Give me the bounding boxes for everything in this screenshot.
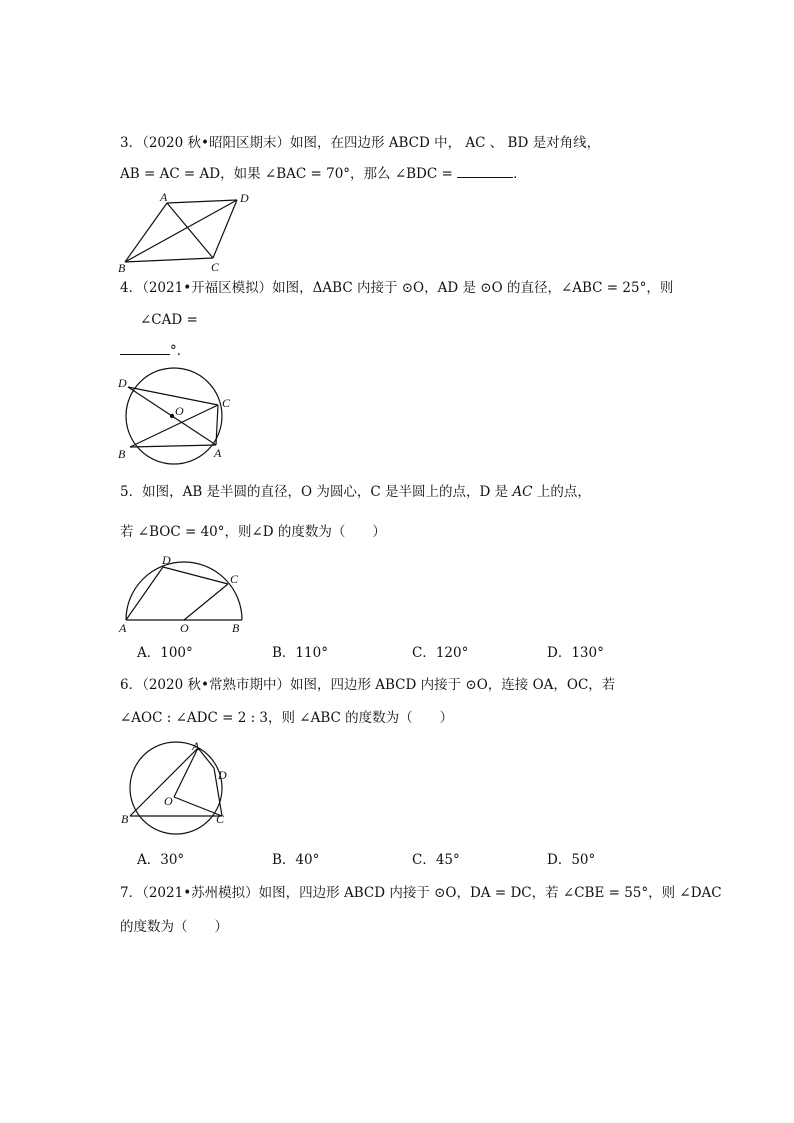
q4-line3-end: °． [170,343,191,359]
q4-label-c: C [222,396,231,410]
q6-label-a: A [192,739,200,753]
q5-line2: 若 ∠BOC = 40°，则∠D 的度数为（ ） [120,524,386,540]
q4-label-d: D [118,376,127,390]
q3-label-b: B [118,261,126,275]
q5-label-c: C [230,572,239,586]
q5-option-a[interactable]: A．100° [137,645,193,661]
q5-label-o: O [180,621,189,635]
q5-line1 [120,482,591,502]
q6-label-d: D [218,768,227,782]
q3-line2-text: AB = AC = AD，如果 ∠BAC = 70°，那么 ∠BDC = [120,166,458,182]
q4-figure [112,367,242,467]
q5-label-d: D [162,553,171,567]
q6-label-o: O [164,794,173,808]
q3-label-d: D [240,191,249,205]
q5-line1-text: 5．如图，AB 是半圆的直径，O 为圆心，C 是半圆上的点，D 是 [120,484,513,500]
q5-option-d[interactable]: D．130° [547,645,604,661]
q7-line1: 7．（2021•苏州模拟）如图，四边形 ABCD 内接于 ⊙O，DA = DC，若 ∠CBE = 55°，则 ∠DAC [120,885,722,901]
q3-label-a: A [160,190,168,204]
q6-option-d[interactable]: D．50° [547,852,596,868]
q5-figure [118,552,248,635]
q4-line2: ∠CAD = [140,312,198,328]
q6-option-c[interactable]: C．45° [412,852,460,868]
q4-label-a: A [214,446,222,460]
q6-option-b[interactable]: B．40° [272,852,320,868]
q3-line2-end: ． [513,166,527,182]
q6-label-c: C [216,812,225,826]
q6-line2: ∠AOC : ∠ADC = 2 : 3，则 ∠ABC 的度数为（ ） [120,710,454,726]
q6-option-a[interactable]: A．30° [137,852,185,868]
q5-option-c[interactable]: C．120° [412,645,469,661]
q3-line2 [120,163,527,184]
q3-label-c: C [211,260,220,274]
q4-line1: 4．（2021•开福区模拟）如图，ΔABC 内接于 ⊙O，AD 是 ⊙O 的直径，∠ABC = 25°，则 [120,280,674,296]
q7-line2: 的度数为（ ） [120,919,228,935]
q4-label-o: O [175,404,184,418]
q6-label-b: B [121,812,129,826]
q5-label-a: A [119,621,127,635]
q4-label-b: B [118,447,126,461]
q4-answer-blank[interactable] [120,340,170,355]
q5-label-b: B [232,621,240,635]
q3-answer-blank[interactable] [457,163,513,178]
q4-line3 [120,340,190,361]
q3-figure [115,190,265,275]
q6-line1: 6．（2020 秋•常熟市期中）如图，四边形 ABCD 内接于 ⊙O，连接 OA，OC，若 [120,677,616,693]
q6-figure [118,740,248,840]
q5-option-b[interactable]: B．110° [272,645,328,661]
q5-arc-label: AC [512,484,533,500]
q3-line1: 3．（2020 秋•昭阳区期末）如图，在四边形 ABCD 中， AC 、 BD 是对角线， [120,135,601,151]
q5-line1-end: 上的点， [532,484,591,500]
